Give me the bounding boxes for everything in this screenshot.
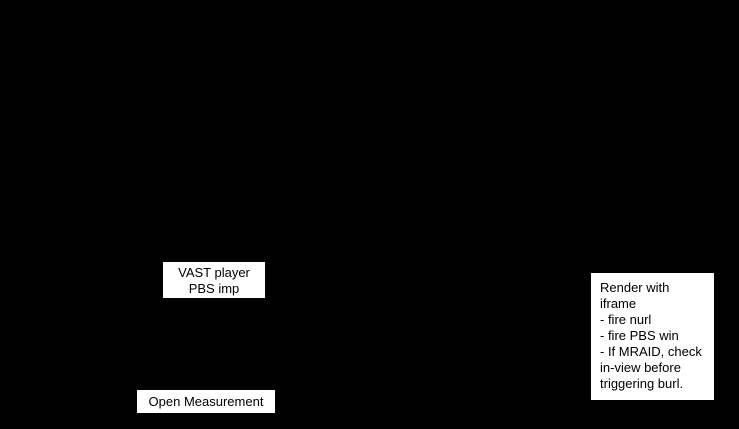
render-note-line: - fire PBS win bbox=[600, 328, 679, 343]
render-note-line: - fire nurl bbox=[600, 312, 652, 327]
open-measurement-node: Open Measurement bbox=[137, 390, 275, 413]
vast-player-node-line2: PBS imp bbox=[188, 281, 240, 296]
render-note bbox=[591, 273, 714, 400]
render-note-line: Render with bbox=[600, 280, 670, 295]
render-note-line: iframe bbox=[600, 296, 637, 311]
render-note-line: triggering burl. bbox=[600, 376, 684, 391]
vast-player-node bbox=[163, 262, 265, 298]
vast-player-node-line1: VAST player bbox=[178, 265, 250, 280]
render-note-line: in-view before bbox=[600, 360, 681, 375]
render-note-line: - If MRAID, check bbox=[600, 344, 702, 359]
